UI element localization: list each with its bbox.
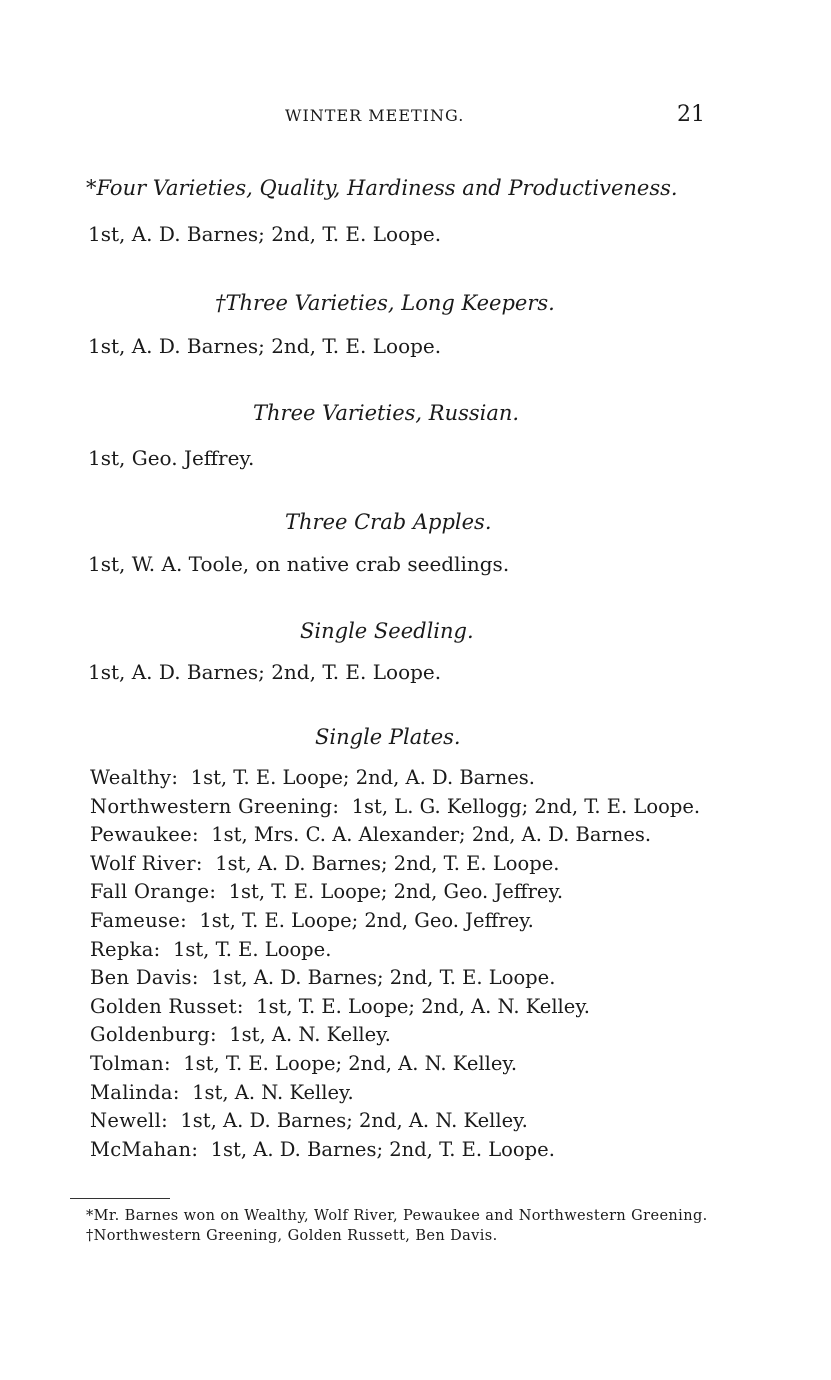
plate-entry-newell: [68, 1107, 728, 1136]
plate-variety: Tolman:: [90, 1051, 171, 1075]
plate-awards: 1st, A. D. Barnes; 2nd, T. E. Loope.: [215, 851, 560, 875]
section-result-four-varieties: 1st, A. D. Barnes; 2nd, T. E. Loope.: [88, 222, 442, 246]
plate-awards: 1st, A. D. Barnes; 2nd, A. N. Kelley.: [180, 1109, 528, 1133]
plate-entry-goldenburg: [68, 1021, 728, 1050]
plate-entry-fall-orange: [68, 878, 728, 907]
footnote-asterisk: *Mr. Barnes won on Wealthy, Wolf River, Pewaukee and Northwestern Greening.: [86, 1208, 708, 1224]
footnote-divider: [70, 1198, 170, 1199]
section-heading-long-keepers: †Three Varieties, Long Keepers.: [215, 291, 555, 315]
plate-awards: 1st, T. E. Loope; 2nd, Geo. Jeffrey.: [199, 908, 534, 932]
plate-awards: 1st, T. E. Loope; 2nd, Geo. Jeffrey.: [228, 880, 564, 904]
plate-entry-repka: [68, 936, 728, 965]
plate-entry-wolf-river: [68, 850, 728, 879]
plate-variety: Golden Russet:: [90, 994, 244, 1018]
section-heading-russian: Three Varieties, Russian.: [253, 401, 520, 425]
plate-variety: McMahan:: [90, 1137, 199, 1161]
section-result-single-seedling: 1st, A. D. Barnes; 2nd, T. E. Loope.: [88, 660, 442, 684]
plate-awards: 1st, A. D. Barnes; 2nd, T. E. Loope.: [210, 1137, 555, 1161]
plate-awards: 1st, T. E. Loope; 2nd, A. N. Kelley.: [256, 994, 590, 1018]
plate-awards: 1st, A. D. Barnes; 2nd, T. E. Loope.: [211, 966, 556, 990]
section-heading-single-plates: Single Plates.: [315, 725, 461, 749]
plate-entry-wealthy: [68, 764, 728, 793]
section-heading-crab-apples: Three Crab Apples.: [285, 510, 492, 534]
plate-variety: Northwestern Greening:: [90, 794, 340, 818]
section-heading-four-varieties: *Four Varieties, Quality, Hardiness and Productiveness.: [86, 176, 678, 200]
plate-variety: Wolf River:: [90, 851, 203, 875]
section-result-russian: 1st, Geo. Jeffrey.: [88, 446, 255, 470]
plate-variety: Fameuse:: [90, 908, 187, 932]
plate-variety: Fall Orange:: [90, 880, 217, 904]
page-number: 21: [677, 102, 705, 127]
plate-entry-northwestern-greening: [68, 793, 728, 822]
plate-variety: Goldenburg:: [90, 1023, 217, 1047]
plate-entry-fameuse: [68, 907, 728, 936]
plate-variety: Malinda:: [90, 1080, 180, 1104]
section-result-crab-apples: 1st, W. A. Toole, on native crab seedlings.: [88, 552, 510, 576]
plate-awards: 1st, T. E. Loope.: [172, 937, 332, 961]
section-result-long-keepers: 1st, A. D. Barnes; 2nd, T. E. Loope.: [88, 334, 442, 358]
plate-awards: 1st, T. E. Loope; 2nd, A. N. Kelley.: [183, 1051, 518, 1075]
single-plates-list: [68, 764, 728, 1164]
footnotes: [70, 1206, 720, 1246]
plate-variety: Wealthy:: [90, 766, 179, 789]
plate-variety: Newell:: [90, 1109, 168, 1133]
plate-variety: Pewaukee:: [90, 823, 199, 847]
plate-entry-pewaukee: [68, 821, 728, 850]
plate-variety: Repka:: [90, 937, 161, 961]
plate-awards: 1st, A. N. Kelley.: [192, 1080, 354, 1104]
section-heading-single-seedling: Single Seedling.: [300, 619, 474, 643]
plate-awards: 1st, L. G. Kellogg; 2nd, T. E. Loope.: [351, 794, 701, 818]
plate-awards: 1st, Mrs. C. A. Alexander; 2nd, A. D. Barnes.: [211, 823, 652, 847]
plate-entry-tolman: [68, 1050, 728, 1079]
plate-entry-mcmahan: [68, 1136, 728, 1165]
plate-entry-ben-davis: [68, 964, 728, 993]
running-title: WINTER MEETING.: [285, 106, 465, 125]
plate-awards: 1st, A. N. Kelley.: [229, 1023, 391, 1047]
plate-entry-golden-russet: [68, 993, 728, 1022]
footnote-dagger: †Northwestern Greening, Golden Russett, Ben Davis.: [86, 1228, 498, 1244]
running-head: [0, 102, 831, 130]
plate-variety: Ben Davis:: [90, 966, 199, 990]
plate-awards: 1st, T. E. Loope; 2nd, A. D. Barnes.: [190, 766, 535, 789]
plate-entry-malinda: [68, 1079, 728, 1108]
